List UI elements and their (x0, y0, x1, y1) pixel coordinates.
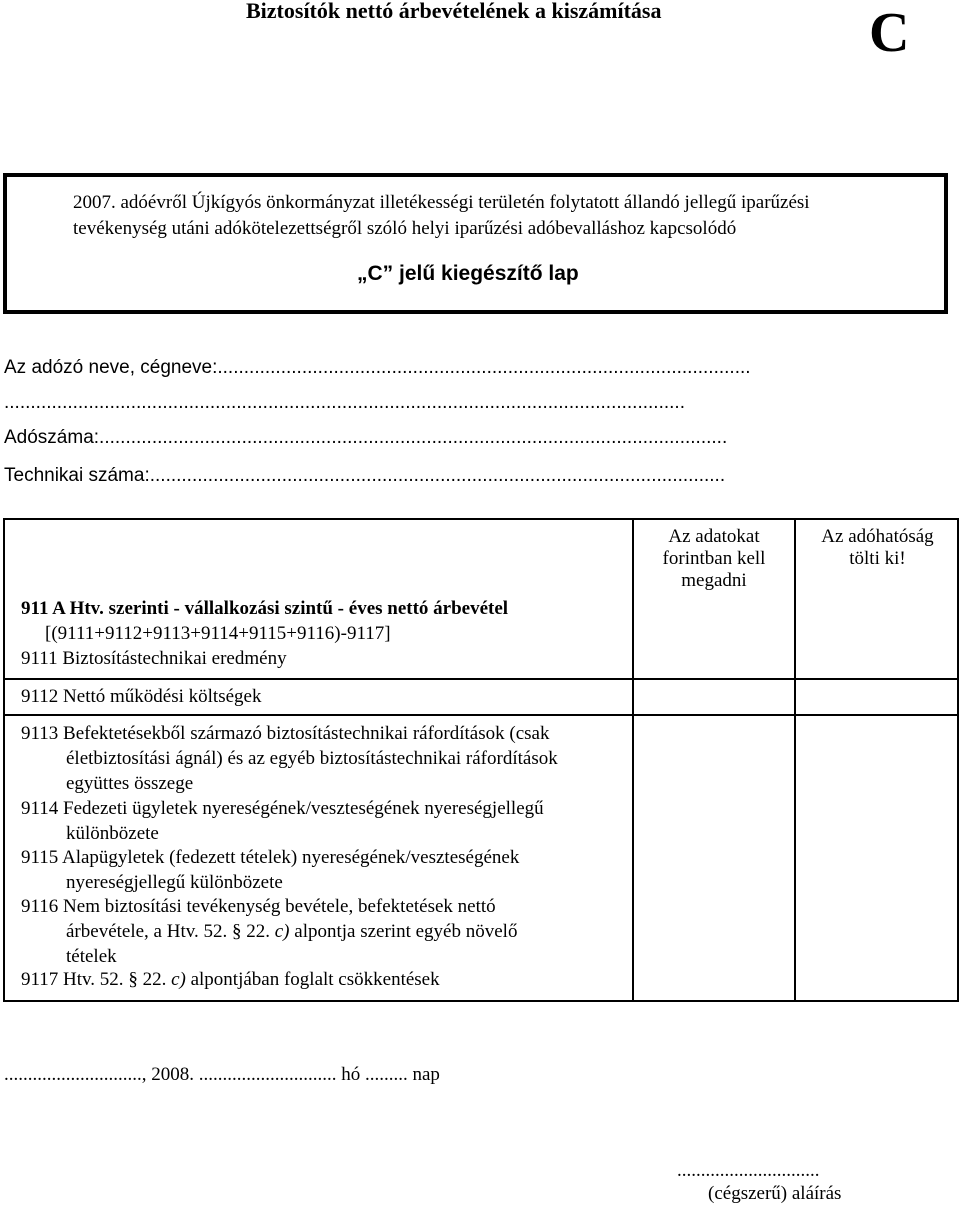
row-9117: 9117 Htv. 52. § 22. c) alpontjában foglalt csökkentések (21, 969, 440, 990)
intro-line-2: tevékenység utáni adókötelezettségről szóló helyi iparűzési adóbevalláshoz kapcsolódó (73, 218, 737, 239)
form-letter: C (869, 2, 910, 64)
row-9111: 9111 Biztosítástechnikai eredmény (21, 648, 287, 669)
amount-column-header: Az adatokat forintban kell megadni (662, 526, 766, 591)
tax-number-field[interactable]: Adószáma:....................................................................................................................... (4, 427, 728, 448)
table-divider (794, 518, 796, 1002)
row-9116: 9116 Nem biztosítási tevékenység bevétele, befektetések nettó árbevétele, a Htv. 52. § 22. c) alpontja szerint egyéb növelő tételek (21, 896, 518, 967)
row-9113: 9113 Befektetésekből származó biztosítástechnikai ráfordítások (csak életbiztosítási ágnál) és az egyéb biztosítástechnikai ráfordítások együttes összege (21, 723, 558, 794)
section-sign-icon: § (128, 969, 143, 990)
page-title: Biztosítók nettó árbevételének a kiszámítása (246, 0, 662, 23)
row-911: 911 A Htv. szerinti - vállalkozási szintű - éves nettó árbevétel [(9111+9112+9113+9114+9115+9116)-9117] (21, 598, 509, 644)
signature-line[interactable]: .............................. (677, 1160, 820, 1181)
intro-line-1: 2007. adóévről Újkígyós önkormányzat illetékességi területén folytatott állandó jellegű iparűzési (73, 192, 810, 213)
signature-label: (cégszerű) aláírás (708, 1183, 842, 1204)
row-9114: 9114 Fedezeti ügyletek nyereségének/veszteségének nyereségjellegű különbözete (21, 798, 544, 844)
authority-column-header: Az adóhatóság tölti ki! (821, 526, 934, 569)
supplement-title: „C” jelű kiegészítő lap (357, 262, 579, 285)
taxpayer-name-field[interactable]: Az adózó neve, cégneve:..................................................................................................... (4, 357, 751, 378)
row-divider (3, 678, 959, 680)
taxpayer-name-continuation[interactable]: ................................................................................................................................. (4, 392, 685, 413)
technical-number-field[interactable]: Technikai száma:............................................................................................................. (4, 465, 726, 486)
section-sign-icon: § (232, 921, 247, 942)
row-9112: 9112 Nettó működési költségek (21, 686, 262, 707)
row-divider (3, 714, 959, 716)
row-9115: 9115 Alapügyletek (fedezett tételek) nyereségének/veszteségének nyereségjellegű különbözete (21, 847, 520, 893)
date-line[interactable]: ............................., 2008. ............................. hó ......... nap (4, 1064, 440, 1085)
